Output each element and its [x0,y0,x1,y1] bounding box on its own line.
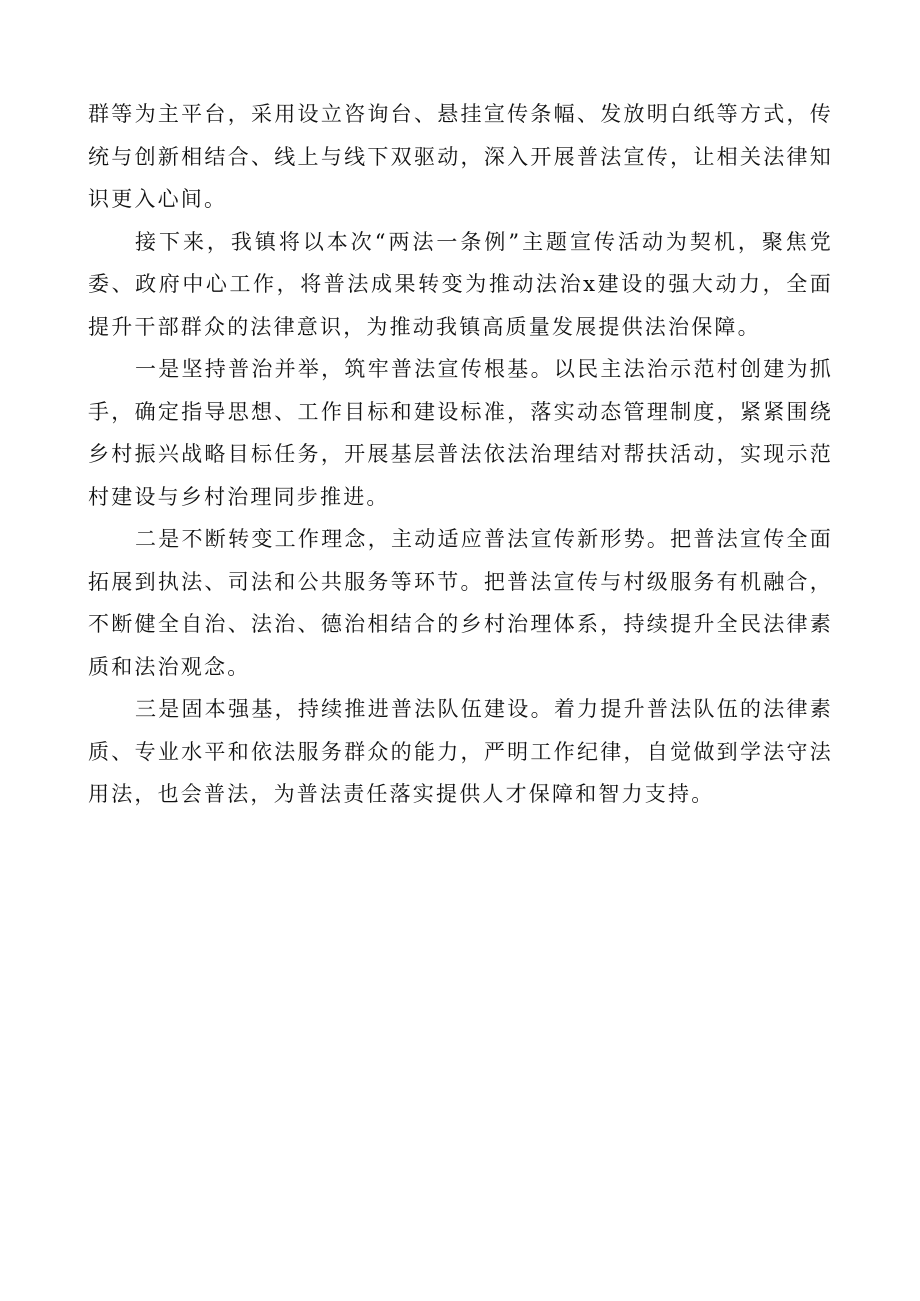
paragraph-3: 一是坚持普治并举，筑牢普法宣传根基。以民主法治示范村创建为抓手，确定指导思想、工作目标和建设标准，落实动态管理制度，紧紧围绕乡村振兴战略目标任务，开展基层普法依法治理结对帮扶活动，实现示范村建设与乡村治理同步推进。 [88,357,833,509]
paragraph-4: 二是不断转变工作理念，主动适应普法宣传新形势。把普法宣传全面拓展到执法、司法和公共服务等环节。把普法宣传与村级服务有机融合，不断健全自治、法治、德治相结合的乡村治理体系，持续提升全民法律素质和法治观念。 [88,527,833,679]
document-body [88,93,833,816]
paragraph-1: 群等为主平台，采用设立咨询台、悬挂宣传条幅、发放明白纸等方式，传统与创新相结合、线上与线下双驱动，深入开展普法宣传，让相关法律知识更入心间。 [88,102,833,211]
paragraph-2: 接下来，我镇将以本次“两法一条例”主题宣传活动为契机，聚焦党委、政府中心工作，将普法成果转变为推动法治x建设的强大动力，全面提升干部群众的法律意识，为推动我镇高质量发展提供法治保障。 [88,229,833,339]
paragraph-5: 三是固本强基，持续推进普法队伍建设。着力提升普法队伍的法律素质、专业水平和依法服务群众的能力，严明工作纪律，自觉做到学法守法用法，也会普法，为普法责任落实提供人才保障和智力支持。 [88,697,833,806]
